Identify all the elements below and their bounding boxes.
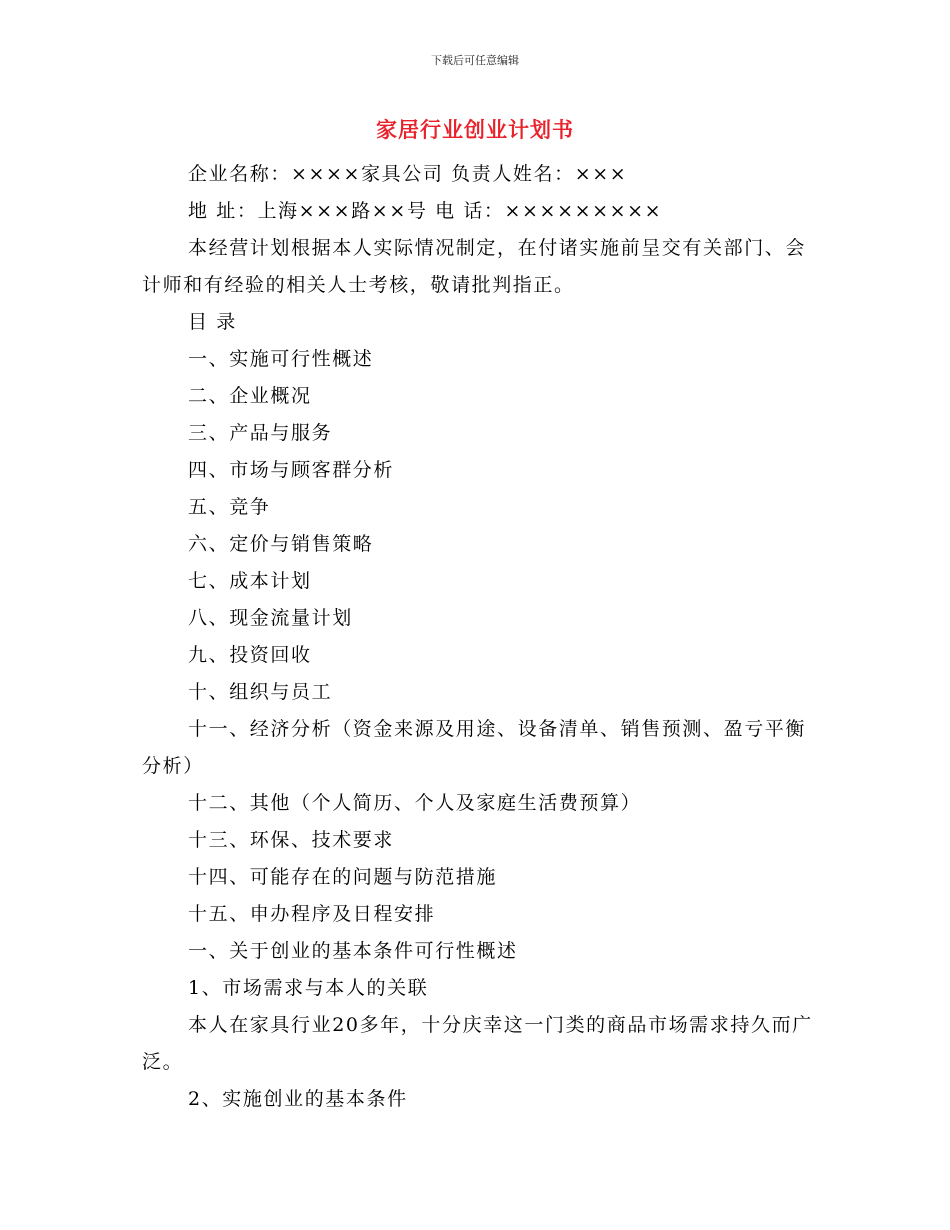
toc-item: 十五、申办程序及日程安排 <box>188 903 436 925</box>
page-header-note: 下载后可任意编辑 <box>431 54 519 67</box>
toc-item: 二、企业概况 <box>188 385 312 407</box>
toc-item: 十、组织与员工 <box>188 681 333 703</box>
document-title: 家居行业创业计划书 <box>376 117 574 142</box>
toc-item: 四、市场与顾客群分析 <box>188 459 395 481</box>
toc-item: 十四、可能存在的问题与防范措施 <box>188 866 498 888</box>
address-line: 地 址：上海×××路××号 电 话：××××××××× <box>188 200 663 222</box>
intro-paragraph: 本经营计划根据本人实际情况制定，在付诸实施前呈交有关部门、会计师和有经验的相关人士考核，敬请批判指正。 <box>142 237 807 296</box>
company-info-line: 企业名称：××××家具公司 负责人姓名：××× <box>188 163 628 185</box>
toc-item: 八、现金流量计划 <box>188 607 353 629</box>
toc-item: 五、竞争 <box>188 496 271 518</box>
toc-item: 十一、经济分析（资金来源及用途、设备清单、销售预测、盈亏平衡分析） <box>142 718 807 777</box>
toc-item: 十三、环保、技术要求 <box>188 829 395 851</box>
section-heading: 一、关于创业的基本条件可行性概述 <box>188 940 518 962</box>
subsection-heading: 1、市场需求与本人的关联 <box>188 977 429 999</box>
toc-item: 九、投资回收 <box>188 644 312 666</box>
toc-item: 七、成本计划 <box>188 570 312 592</box>
body-paragraph: 本人在家具行业20多年，十分庆幸这一门类的商品市场需求持久而广泛。 <box>142 1014 813 1073</box>
toc-item: 十二、其他（个人简历、个人及家庭生活费预算） <box>188 792 642 814</box>
toc-item: 一、实施可行性概述 <box>188 348 374 370</box>
toc-item: 六、定价与销售策略 <box>188 533 374 555</box>
toc-heading: 目 录 <box>188 311 237 333</box>
subsection-heading: 2、实施创业的基本条件 <box>188 1088 408 1110</box>
toc-item: 三、产品与服务 <box>188 422 333 444</box>
document-body <box>142 156 814 1118</box>
